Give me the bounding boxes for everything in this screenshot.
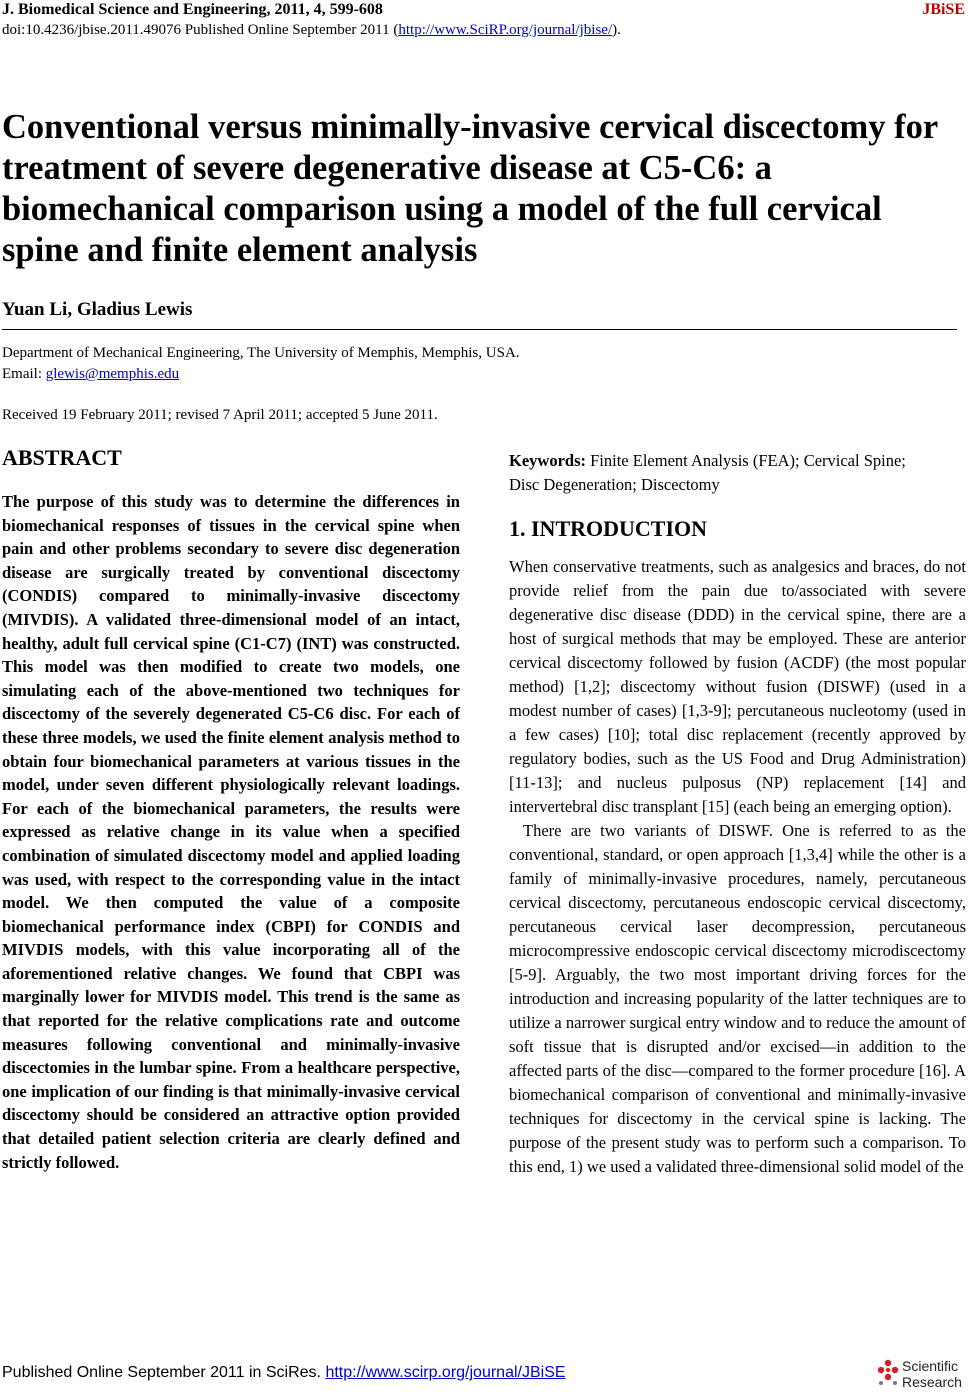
affiliation: Department of Mechanical Engineering, The University of Memphis, Memphis, USA.	[2, 345, 520, 361]
intro-paragraph-1: When conservative treatments, such as analgesics and braces, do not provide relief from the pain due to/associated with severe degenerative disc disease (DDD) in the cervical spine, there are a host of surgical methods that may be employed. These are anterior cervical discectomy followed by fusion (ACDF) (the most popular method) [1,2]; discectomy without fusion (DISWF) (used in a modest number of cases) [1,3-9]; percutaneous nucleotomy (used in a few cases) [10]; total disc replacement (recently approved by regulatory bodies, such as the US Food and Drug Administration) [11-13]; and nucleus pulposus (NP) replacement [14] and intervertebral disc transplant [15] (each being an emerging option).	[509, 557, 966, 816]
keywords-text: Finite Element Analysis (FEA); Cervical Spine; Disc Degeneration; Discectomy	[509, 451, 906, 494]
logo-mark-icon	[876, 1358, 900, 1388]
introduction-heading: 1. INTRODUCTION	[509, 516, 708, 541]
email-line	[2, 364, 179, 384]
email-label: Email:	[2, 366, 46, 382]
journal-citation: J. Biomedical Science and Engineering, 2011, 4, 599-608	[2, 1, 383, 18]
logo-line-1: Scientific	[902, 1358, 959, 1374]
abstract-heading: ABSTRACT	[2, 445, 122, 470]
logo-line-2: Research	[902, 1374, 962, 1390]
footer-text: Published Online September 2011 in SciRes.	[2, 1364, 326, 1381]
intro-paragraph-2: There are two variants of DISWF. One is referred to as the conventional, standard, or open approach [1,3,4] while the other is a family of minimally-invasive procedures, namely, percutaneous cervical discectomy, percutaneous endoscopic cervical discectomy, percutaneous cervical laser decompression, percutaneous microcompressive endoscopic cervical discectomy microdiscectomy [5-9]. Arguably, the two most important driving forces for the introduction and increasing popularity of the latter techniques are to utilize a narrower surgical entry window and to reduce the amount of soft tissue that is disrupted and/or excised—in addition to the affected parts of the disc—compared to the former procedure [16]. A biomechanical comparison of conventional and minimally-invasive techniques for discectomy in the cervical spine is lacking. The purpose of the present study was to perform such a comparison. To this end, 1) we used a validated three-dimensional solid model of the	[509, 821, 966, 1176]
keywords-label: Keywords:	[509, 451, 586, 470]
logo-wordmark	[902, 1358, 962, 1390]
introduction-body	[509, 555, 966, 1179]
paper-title: Conventional versus minimally-invasive cervical discectomy for treatment of severe degenerative disease at C5-C6: a biomechanical comparison using a model of the full cervical spine and finite element analysis	[2, 108, 938, 269]
scientific-research-logo	[876, 1358, 966, 1392]
footer	[2, 1363, 566, 1383]
journal-tag: JBiSE	[922, 1, 965, 18]
authors: Yuan Li, Gladius Lewis	[2, 299, 193, 320]
received-dates: Received 19 February 2011; revised 7 April 2011; accepted 5 June 2011.	[2, 407, 438, 423]
doi-text: doi:10.4236/jbise.2011.49076 Published Online September 2011 (	[2, 22, 399, 38]
abstract-text: The purpose of this study was to determine the differences in biomechanical responses of tissues in the cervical spine when pain and other problems secondary to severe disc degeneration disease are surgically treated by conventional discectomy (CONDIS) compared to minimally-invasive discectomy (MIVDIS). A validated three-dimensional model of an intact, healthy, adult full cervical spine (C1-C7) (INT) was constructed. This model was then modified to create two models, one simulating each of the above-mentioned two techniques for discectomy of the severely degenerated C5-C6 disc. For each of these three models, we used the finite element analysis method to obtain four biomechanical parameters at various tissues in the model, under seven different physiologically relevant loadings. For each of the biomechanical parameters, the results were expressed as relative change in its value when a specified combination of simulated discectomy model and applied loading was used, with respect to the corresponding value in the intact model. We then computed the value of a composite biomechanical performance index (CBPI) for CONDIS and MIVDIS models, with this value incorporating all of the aforementioned relative changes. We found that CBPI was marginally lower for MIVDIS model. This trend is the same as that reported for the relative complications rate and outcome measures following conventional and minimally-invasive discectomies in the lumbar spine. From a healthcare perspective, one implication of our finding is that minimally-invasive cervical discectomy should be considered an attractive option provided that detailed patient selection criteria are clearly defined and strictly followed.	[2, 492, 460, 1172]
divider	[2, 329, 957, 330]
email-link[interactable]: glewis@memphis.edu	[45, 366, 180, 382]
doi-end: ).	[612, 22, 621, 38]
journal-url-link[interactable]: http://www.SciRP.org/journal/jbise/	[398, 22, 613, 38]
keywords	[509, 449, 934, 497]
footer-link[interactable]: http://www.scirp.org/journal/JBiSE	[325, 1364, 566, 1381]
doi-line	[2, 20, 621, 40]
